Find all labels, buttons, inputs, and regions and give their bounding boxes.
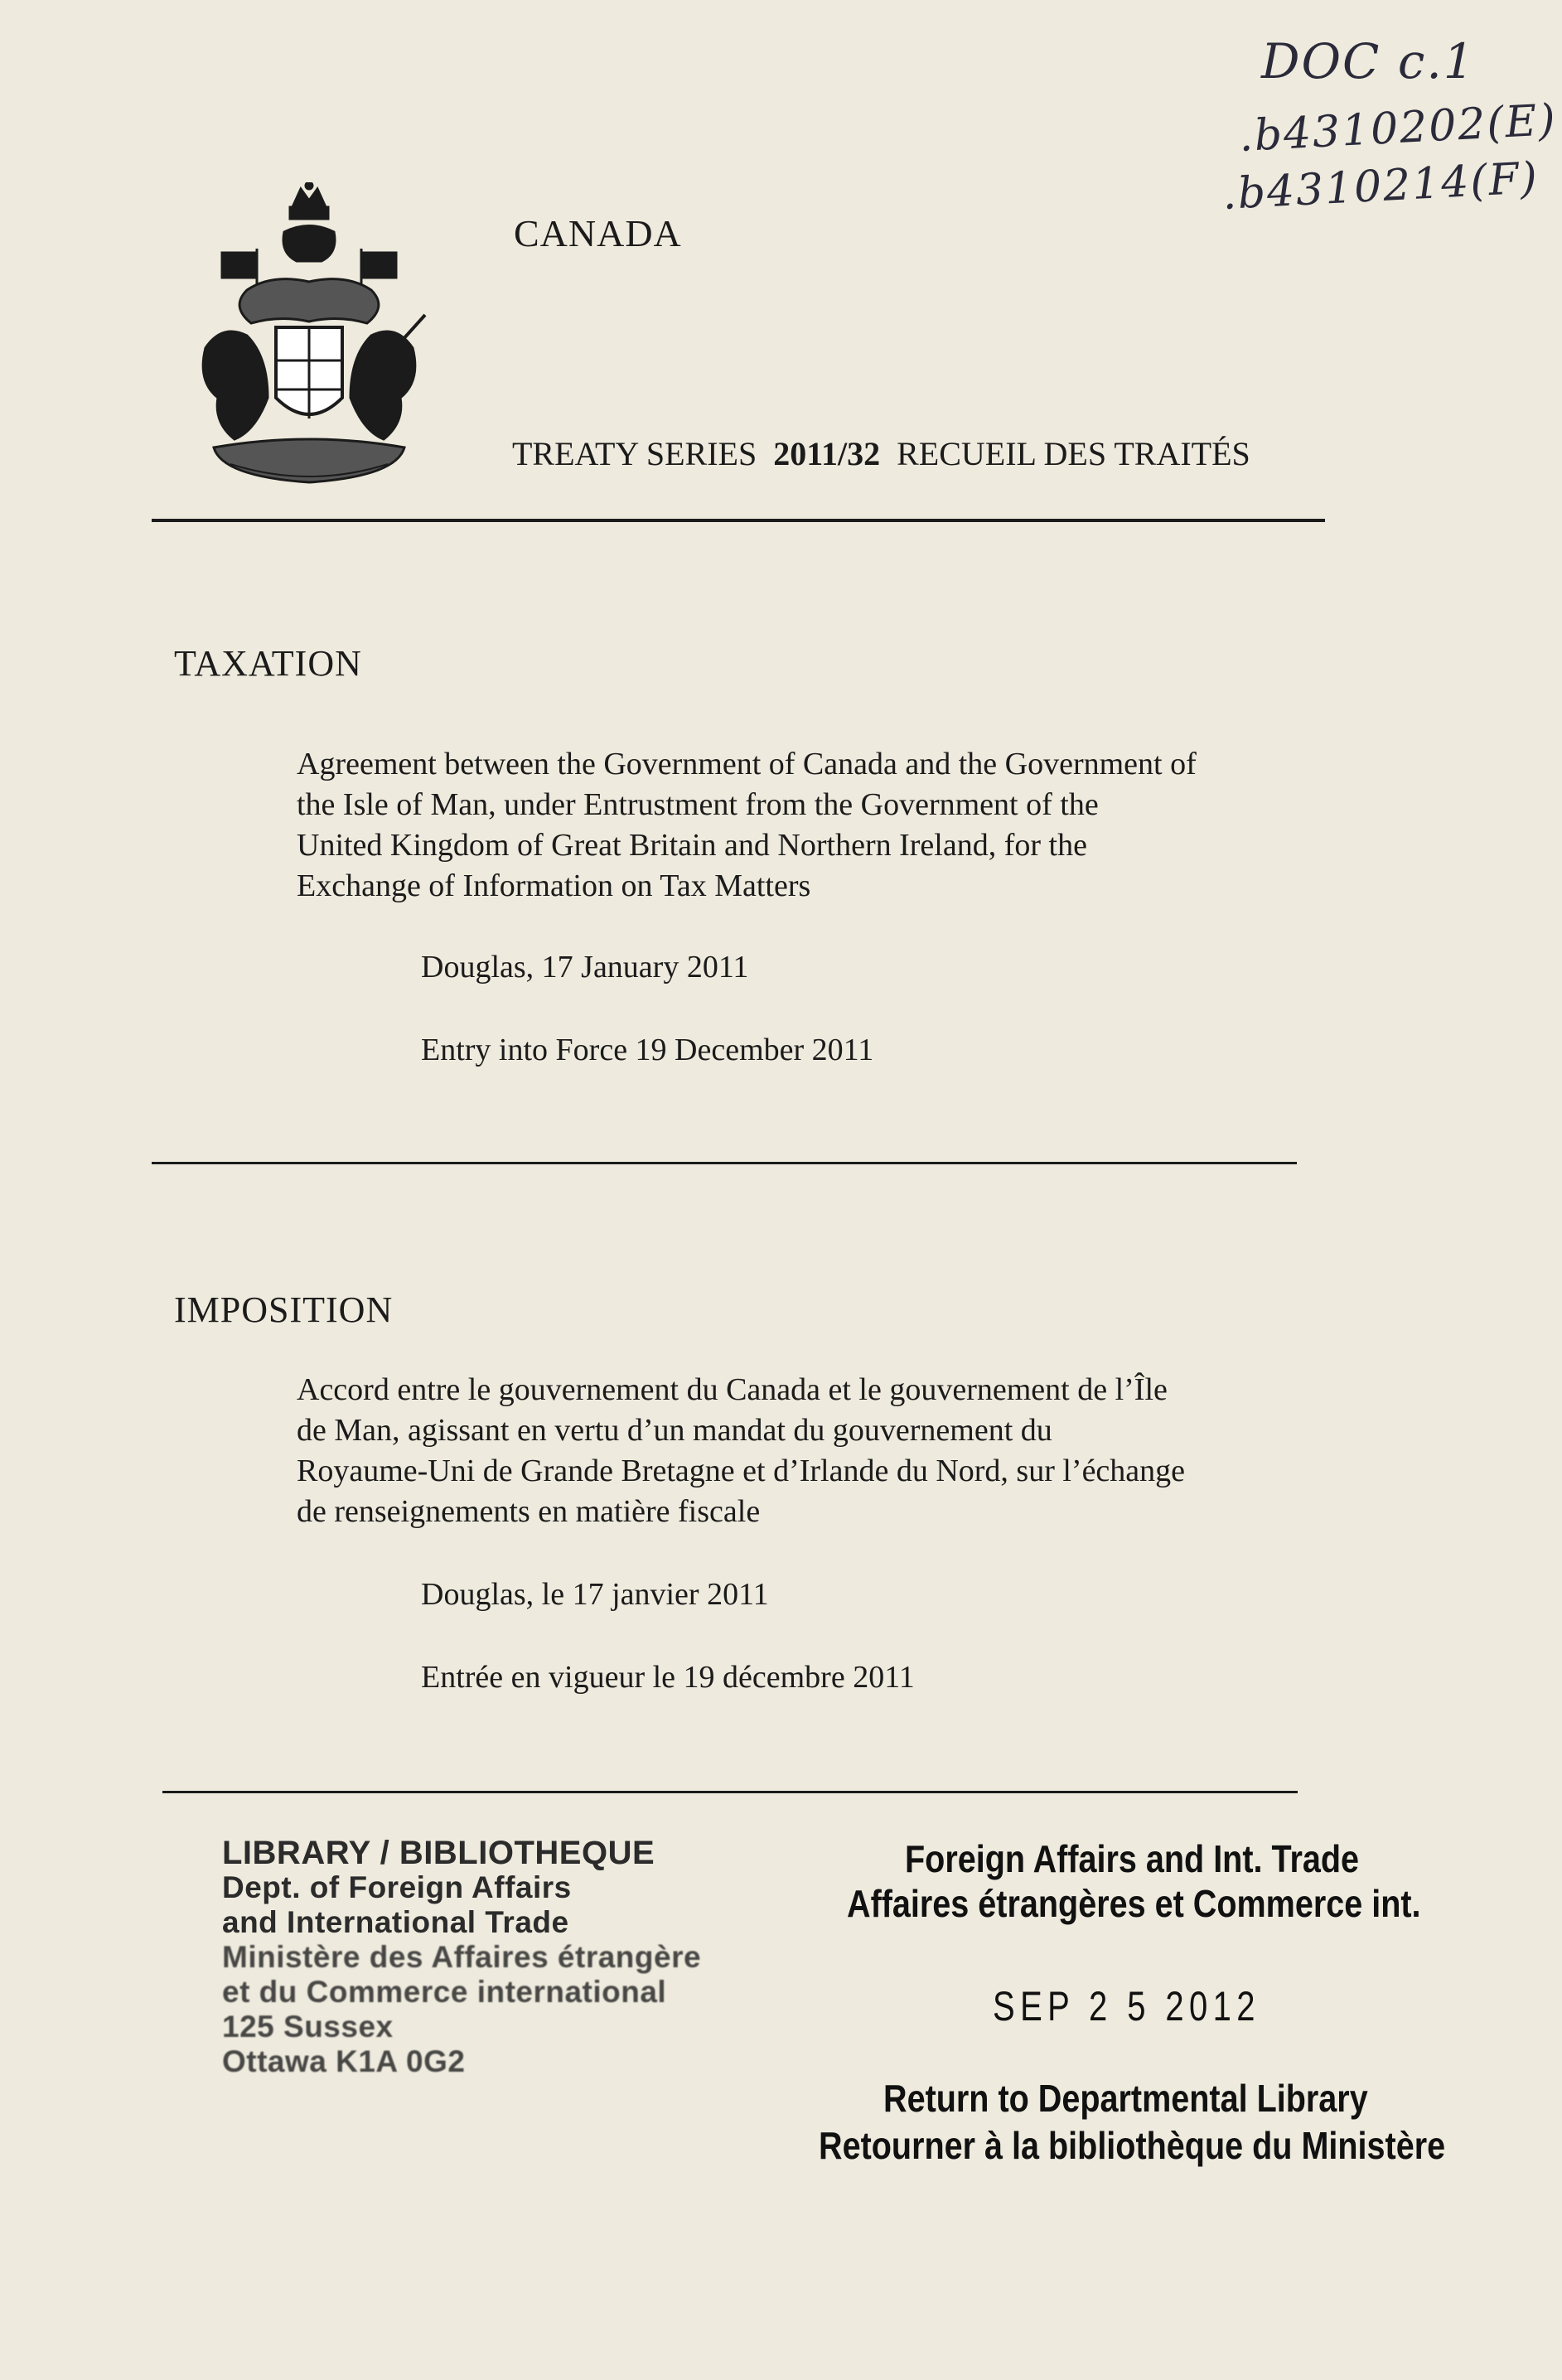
agreement-line: the Isle of Man, under Entrustment from the Government of the: [297, 787, 1099, 822]
handwritten-note-french-code: .b4310214(F): [1221, 153, 1540, 220]
return-notice-english: Return to Departmental Library: [883, 2077, 1368, 2120]
agreement-line: Exchange of Information on Tax Matters: [297, 868, 811, 903]
handwritten-note-english-code: .b4310202(E): [1237, 94, 1559, 162]
agreement-title-french: [297, 1370, 1324, 1532]
series-number: 2011/32: [773, 435, 881, 472]
country-heading: CANADA: [514, 212, 682, 254]
return-notice-french: Retourner à la bibliothèque du Ministère: [819, 2124, 1446, 2167]
entry-into-force-english: Entry into Force 19 December 2011: [421, 1033, 874, 1067]
agreement-line: Royaume-Uni de Grande Bretagne et d’Irlande du Nord, sur l’échange: [297, 1454, 1186, 1488]
divider-top: [152, 519, 1325, 522]
department-stamp-english: Foreign Affairs and Int. Trade: [905, 1837, 1360, 1880]
series-label-french: RECUEIL DES TRAITÉS: [897, 435, 1250, 472]
coat-of-arms-emblem: [189, 182, 429, 497]
stamp-line: Ministère des Affaires étrangère: [222, 1940, 702, 1974]
handwritten-note-doc: DOC c.1: [1261, 33, 1476, 89]
section-title-english: TAXATION: [174, 643, 362, 684]
department-stamp-french: Affaires étrangères et Commerce int.: [847, 1882, 1421, 1925]
agreement-line: Accord entre le gouvernement du Canada et le gouvernement de l’Île: [297, 1372, 1168, 1407]
agreement-line: de renseignements en matière fiscale: [297, 1494, 761, 1529]
stamp-line: LIBRARY / BIBLIOTHEQUE: [222, 1835, 655, 1871]
stamp-line: et du Commerce international: [222, 1975, 667, 2009]
stamp-line: Ottawa K1A 0G2: [222, 2044, 466, 2078]
signing-place-date-french: Douglas, le 17 janvier 2011: [421, 1577, 769, 1612]
library-stamp: [222, 1836, 701, 2079]
divider-middle: [152, 1162, 1297, 1164]
entry-into-force-french: Entrée en vigueur le 19 décembre 2011: [421, 1660, 915, 1695]
section-title-french: IMPOSITION: [174, 1289, 394, 1330]
signing-place-date-english: Douglas, 17 January 2011: [421, 950, 749, 984]
series-label-english: TREATY SERIES: [512, 435, 757, 472]
stamp-line: 125 Sussex: [222, 2010, 394, 2044]
treaty-series-line: [512, 434, 1250, 473]
agreement-line: Agreement between the Government of Canada and the Government of: [297, 747, 1197, 781]
received-date-stamp: SEP 2 5 2012: [993, 1983, 1260, 2029]
divider-bottom: [162, 1791, 1298, 1793]
agreement-line: United Kingdom of Great Britain and Northern Ireland, for the: [297, 828, 1087, 863]
stamp-line: Dept. of Foreign Affairs: [222, 1870, 572, 1904]
stamp-line: and International Trade: [222, 1905, 569, 1939]
agreement-title-english: [297, 744, 1324, 907]
agreement-line: de Man, agissant en vertu d’un mandat du gouvernement du: [297, 1413, 1052, 1448]
